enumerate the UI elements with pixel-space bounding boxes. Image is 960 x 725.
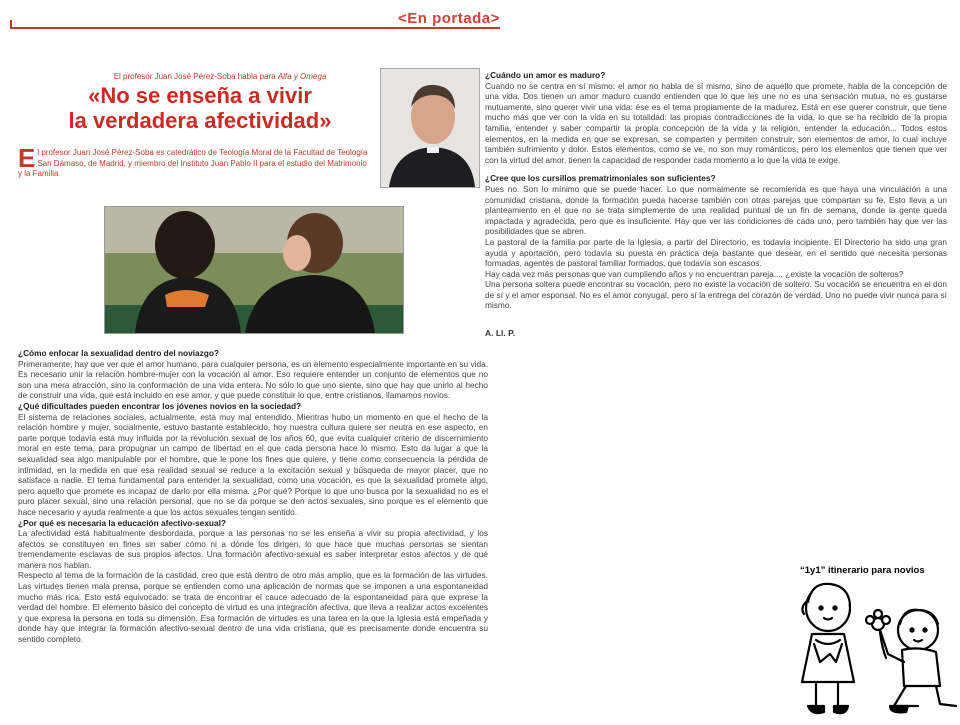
question-2: ¿Qué dificultades pueden encontrar los jóvenes novios en la sociedad? (18, 400, 302, 411)
article-headline: «No se enseña a vivir la verdadera afectividad» (68, 83, 332, 133)
left-column (18, 348, 488, 645)
couple-photo (104, 206, 404, 334)
question-3: ¿Por qué es necesaria la educación afectivo-sexual? (18, 517, 226, 528)
answer-5: Pues no. Son lo mínimo que se puede hacer. Lo que normalmente se recomienda es que haya una vinculación a una comunidad cristiana, donde la formación pueda hacerse también con otras parejas que compartan su fe. Esto lleva a un planteamiento en el que no se trata simplemente de una realidad puntual de un fin de semana, donde la gente queda impactada y agradecida, pero que es insuficiente. Hay que ver las condiciones de cada uno, pero también hay que ver las posibilidades que se abren. (485, 183, 947, 237)
couple-cartoon (790, 578, 960, 720)
header-rule-tick (10, 20, 12, 29)
answer-4: Cuando no se centra en sí mismo: el amor no habla de sí mismo, sino de aquello que promete, habla de la concepción de una vida. Dos tienen un amor maduro cuando entienden que lo que les une no es una sensación mutua, no es gustarse mutuamente, sino querer vivir una vida: ése es el tema propiamente de la madurez. Está en ese querer construir, que tiene mucho más que ver con la vida en su totalidad: las propias contradicciones de la vida, lo que se ha recibido de la propia familia, entender y saber compartir la propia concepción de la vida y la religión, entender la educación... Todos estos elementos, en la medida en que se expresan, se comparten y permiten construir, son elementos de amor, lo cual incluye también sufrimiento y dolor. Estos elementos, como se ve, no son muy románticos, pero los elementos que tienen que ver con la virtud del amor, tienen la capacidad de responder cada momento a lo que la vida te exige. (485, 80, 947, 165)
answer-3: La afectividad está habitualmente desbordada, porque a las personas no se les enseña a vivir su propia afectividad, y los afectos se constituyen en fines sin saber cómo ni a dónde los dirigen, lo que hace que muchas personas se sientan tremendamente esclavas de sus propios afectos. Una formación afectivo-sexual es saber interpretar estos afectos y de qué manera nos hablan. (18, 528, 488, 570)
question-4: ¿Cuándo un amor es maduro? (485, 70, 606, 80)
article-kicker: El profesor Juan José Pérez-Soba habla para Alfa y Omega (113, 72, 327, 81)
answer-2: El sistema de relaciones sociales, actualmente, está muy mal entendido. Mientras hubo un momento en que el hecho de la relación hombre y mujer, socialmente, estuvo bastante establecido, hoy nuestra cultura quiere ser neutra en ese aspecto, en parte porque todavía está muy influida por la revolución sexual de los años 60, que evita cualquier criterio de discernimiento moral en este tema, para propugnar un campo de libertad en el que cada persona hace lo mismo. Esto da lugar a que la sexualidad sea algo manipulable por el hombre, que le pone los fines que quiere, y tiene como consecuencia la pérdida de intimidad, en la medida en que esa realidad sexual se reduce a la excitación sexual y búsqueda de mayor placer, que no satisface a nadie. El tema fundamental para entender la sexualidad, como una vocación, es que la sexualidad promete algo, pero aquello que promete es incapaz de darlo por ella misma. ¿Por qué? Porque lo que uno busca por la sexualidad no es el puro placer sexual, sino una relación personal, que no se da porque se den actos sexuales, sino porque es el elemento que hace necesario y ayuda realmente a que los actos sexuales tengan sentido. (18, 411, 488, 517)
article-lead: El profesor Juan José Pérez-Soba es catedrático de Teología Moral de la Facultad de Teología San Dámaso, de Madrid, y miembro del Instituto Juan Pablo II para el estudio del Matrimonio y la Familia (18, 143, 368, 178)
question-1: ¿Cómo enfocar la sexualidad dentro del noviazgo? (18, 348, 220, 358)
section-tag: <En portada> (398, 10, 500, 27)
answer-5-continued: La pastoral de la familia por parte de la Iglesia, a partir del Directorio, es todavía incipiente. El Directorio ha sido una gran ayuda y aportación, pero todavía su puesta en práctica deja bastante que desear, en el sentido que necesita personas formadas, agentes de pastoral familiar formados, que todavía son escasos. (485, 236, 947, 269)
cartoon-caption: “1y1” itinerario para novios (800, 565, 925, 576)
answer-6: Una persona soltera puede encontrar su vocación, pero no existe la vocación de soltero. Su vocación se encuentra en el don de sí y el amor esponsal. No es el amor conyugal, pero sí la entrega del corazón de verdad. Uno no puede vivir nunca para sí mismo. (485, 279, 947, 311)
article-signature: A. Ll. P. (485, 328, 516, 338)
portrait-photo (380, 68, 480, 188)
answer-3-continued: Respecto al tema de la formación de la castidad, creo que está dentro de otro más amplio, que es la formación de las virtudes. Las virtudes tienen mala prensa, porque se entienden como una aplicación de normas que se imponen a una espontaneidad mucho más rica. Esto está equivocado: se trata de encontrar el cauce adecuado de la espontaneidad para que exprese la verdad del hombre. El elemento básico del concepto de virtud es una integración afectiva, que lleva a realizar actos excelentes y que expresa la persona en toda su dimensión. Esa formación de virtudes es una tarea en la que la Iglesia está empeñada y donde hay que integrar la formación afectivo-sexual dentro de una vida cristiana, que es precisamente donde encuentra su sentido completo. (18, 570, 488, 645)
question-6: Hay cada vez más personas que van cumpliendo años y no encuentran pareja..., ¿existe la vocación de solteros? (485, 268, 904, 279)
question-5: ¿Cree que los cursillos prematrimoniales son suficientes? (485, 173, 716, 184)
right-column (485, 70, 947, 311)
header-rule (10, 27, 500, 29)
drop-cap: E (18, 143, 36, 173)
answer-1: Primeramente, hay que ver que el amor humano, para cualquier persona, es un elemento especialmente importante en su vida. Es necesario unir la relación hombre-mujer con la vocación al amor. Eso requiere entender un conjunto de elementos que no son una mera atracción, sino la conformación de una vida entera. No sólo lo que uno siente, sino que hay que unirlo al hecho de construir una vida, que está incluido en ese amor, y que puede constituir lo que, entre cristianos, llamamos novios. (18, 358, 488, 401)
